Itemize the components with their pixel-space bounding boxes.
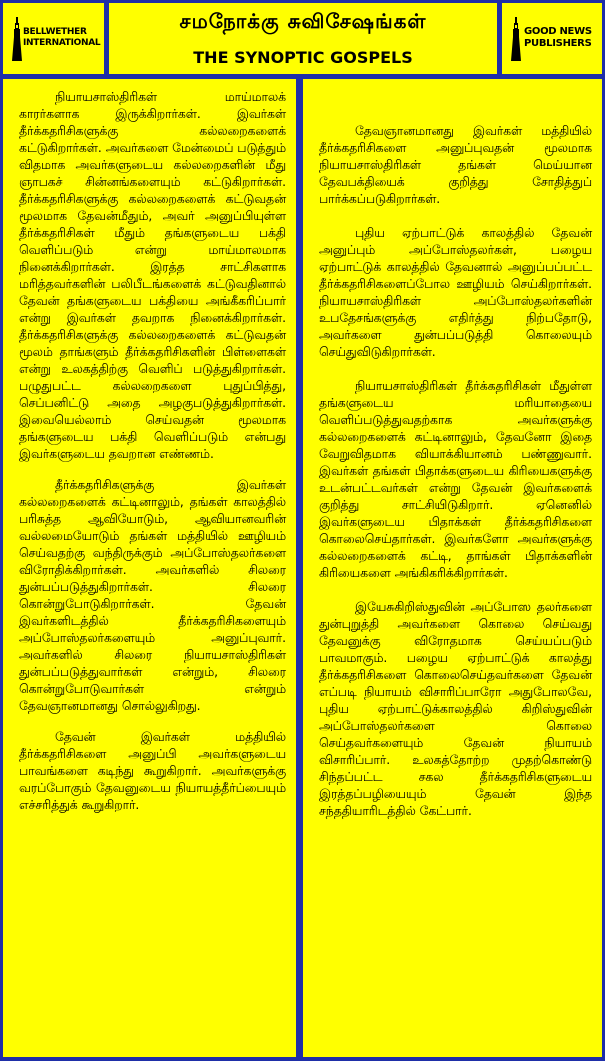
- left-logo-line-1: BELLWETHER: [23, 27, 87, 37]
- left-column: [3, 79, 296, 1057]
- title-english: THE SYNOPTIC GOSPELS: [193, 48, 413, 67]
- left-logo-box: [3, 3, 104, 74]
- left-logo-text: [23, 27, 100, 49]
- left-paragraph-2: தீர்க்கதரிசிகளுக்கு இவர்கள் கல்லறைகளைக் கட்டினாலும், தங்கள் காலத்தில் பரிசுத்த ஆவியோடும், ஆவியானவரின் வல்லமையோடும் தங்கள் மத்தியில் ஊழியம் செய்வதற்கு வந்திருக்கும் அப்போஸ்தலர்களை விரோதிக்கிறார்கள். அவர்களில் சிலரை துன்பப்படுத்துகிறார்கள். சிலரை கொன்றுபோடுகிறார்கள். தேவன் இவர்களிடத்தில் தீர்க்கதரிசிகளையும் அப்போஸ்தலர்களையும் அனுப்புவார். அவர்களில் சிலரை நியாயசாஸ்திரிகள் துன்பப்படுத்துவார்கள் என்றும், சிலரை கொன்றுபோடுவார்கள் என்றும் தேவஞானமானது சொல்லுகிறது.: [19, 478, 286, 713]
- right-paragraph-4: இயேசுகிறிஸ்துவின் அப்போஸ தலர்களை துன்புறுத்தி அவர்களை கொலை செய்வது தேவனுக்கு விரோதமாக செய்யப்படும் பாவமாகும். பழைய ஏற்பாட்டுக் காலத்து தீர்க்கதரிசிகளை கொலைசெய்தவர்களை தேவன் எப்படி நியாயம் விசாரிப்பாரோ அதுபோலவே, புதிய ஏற்பாட்டுக்காலத்தில் கிறிஸ்துவின் அப்போஸ்தலர்களை கொலை செய்தவர்களையும் தேவன் நியாயம் விசாரிப்பார். உலகத்தோற்ற முதற்கொண்டு சிந்தப்பட்ட சகல தீர்க்கதரிசிகளுடைய இரத்தப்பழியையும் தேவன் இந்த சந்ததியாரிடத்தில் கேட்பார்.: [319, 600, 592, 818]
- right-paragraph-3: நியாயசாஸ்திரிகள் தீர்க்கதரிசிகள் மீதுள்ள தங்களுடைய மரியாதையை வெளிப்படுத்துவதற்காக அவர்களுக்கு கல்லறைகளைக் கட்டினாலும், தேவனோ இதை வேறுவிதமாக வியாக்கியானம் பண்ணுவார். இவர்கள் தங்கள் பிதாக்களுடைய கிரியைகளுக்கு உடன்பட்டவர்கள் என்று தேவன் இவர்களைக் குறித்து சாட்சியிடுகிறார். ஏனெனில் இவர்களுடைய பிதாக்கள் தீர்க்கதரிசிகளை கொலைசெய்தார்கள். இவர்களோ அவர்களுக்கு கல்லறைகளைக் கட்டி, தாங்கள் பிதாக்களின் கிரியைகளை அங்கிகரிக்கிறார்கள்.: [319, 379, 592, 580]
- header: [3, 3, 602, 74]
- right-logo-text: [524, 26, 592, 50]
- right-column: [303, 79, 602, 1057]
- left-paragraph-3: தேவன் இவர்கள் மத்தியில் தீர்க்கதரிசிகளை அனுப்பி அவர்களுடைய பாவங்களை கடிந்து கூறுகிறார். அவர்களுக்கு வரப்போகும் தேவனுடைய நியாயத்தீர்ப்பையும் எச்சரித்துக் கூறுகிறார்.: [19, 730, 286, 812]
- right-logo-line-1: GOOD NEWS: [524, 26, 592, 37]
- good-news-logo: [508, 17, 598, 61]
- right-logo-box: [502, 3, 602, 74]
- left-logo-line-2: INTERNATIONAL: [23, 38, 101, 48]
- right-paragraph-2: புதிய ஏற்பாட்டுக் காலத்தில் தேவன் அனுப்பும் அப்போஸ்தலர்கள், பழைய ஏற்பாட்டுக் காலத்தில் தேவனால் அனுப்பப்பட்ட தீர்க்கதரிசிகளைப்போல ஊழியம் செய்கிறார்கள். நியாயசாஸ்திரிகள் அப்போஸ்தலர்களின் உபதேசங்களுக்கு எதிர்த்து நிற்பதோடு, அவர்களை துன்பப்படுத்தி கொலையும் செய்துவிடுகிறார்கள்.: [319, 226, 592, 359]
- title-box: [109, 3, 497, 74]
- left-paragraph-1: நியாயசாஸ்திரிகள் மாய்மாலக் காரர்களாக இருக்கிறார்கள். இவர்கள் தீர்க்கதரிசிகளுக்கு கல்லறைகளைக் கட்டுகிறார்கள். அவர்களை மேன்மைப் படுத்தும் விதமாக அவர்களுடைய கல்லறைகளின் மீது ஞாபகச் சின்னங்களையும் கட்டுகிறார்கள். தீர்க்கதரிசிகளுக்கு கல்லறைகளைக் கட்டுவதன் மூலமாக தேவன்மீதும், அவர் அனுப்பியுள்ள தீர்க்கதரிசிகள் மீதும் தங்களுடைய பக்தி வெளிப்படும் என்று மாய்மாலமாக நினைக்கிறார்கள். இரத்த சாட்சிகளாக மரித்தவர்களின் பலிபீடங்களைக் கட்டுவதினால் தேவன் தங்களுடைய பக்தியை அங்கீகரிப்பார் என்று இவர்கள் தவறாக நினைக்கிறார்கள். தீர்க்கதரிசிகளுக்கு கல்லறைகளைக் கட்டுவதன் மூலம் தாங்களும் தீர்க்கதரிசிகளின் பிள்ளைகள் என்று உலகத்திற்கு வெளிப் படுத்துகிறார்கள். பழுதுபட்ட கல்லறைகளை புதுப்பித்து, செப்பனிட்டு அதை அழகுபடுத்துகிறார்கள். இவையெல்லாம் செய்வதன் மூலமாக தங்களுடைய பக்தி வெளிப்படும் என்பது இவர்களுடைய தவறான எண்ணம்.: [19, 90, 286, 461]
- title-tamil: சமநோக்கு சுவிசேஷங்கள்: [179, 9, 427, 33]
- right-logo-line-2: PUBLISHERS: [524, 38, 592, 49]
- bellwether-logo: [9, 17, 99, 61]
- right-paragraph-1: தேவஞானமானது இவர்கள் மத்தியில் தீர்க்கதரிசிகளை அனுப்புவதன் மூலமாக நியாயசாஸ்திரிகள் தங்கள் மெய்யான தேவபக்தியைக் குறித்து சோதித்துப் பார்க்கப்படுகிறார்கள்.: [319, 124, 592, 206]
